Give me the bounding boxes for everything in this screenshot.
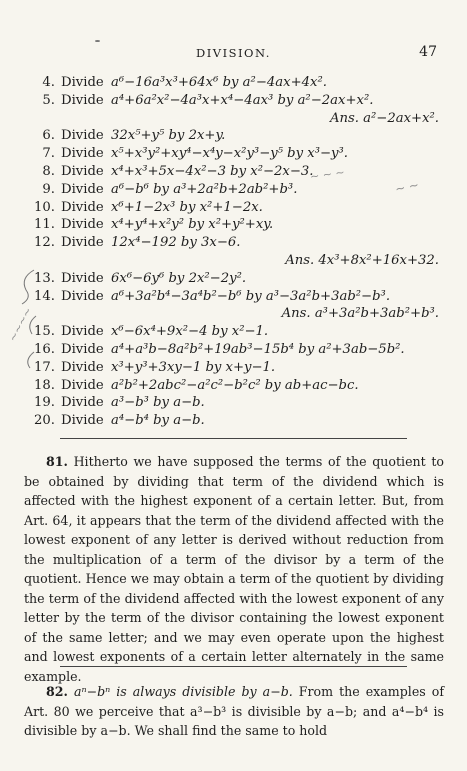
exercise-verb: Divide [61,270,104,286]
exercise-number: 8. [42,163,55,179]
exercise-number: 5. [42,92,55,108]
pencil-annotation: ~ ~ [393,177,421,197]
exercise-number: 14. [34,288,55,304]
answer-row [0,305,467,323]
exercise-verb: Divide [61,324,104,340]
exercise-row [0,234,467,252]
exercise-row [0,127,467,145]
exercise-expression: x⁴+y⁴+x²y² by x²+y²+xy. [111,217,274,233]
pencil-signature: ~~~~ [6,305,35,344]
exercise-verb: Divide [61,413,104,429]
exercise-number: 18. [34,377,55,393]
exercise-row [0,394,467,412]
exercise-row [0,270,467,288]
exercise-verb: Divide [61,288,104,304]
exercise-number: 6. [42,128,55,144]
exercise-row [0,377,467,395]
answer-value: 4x³+8x²+16x+32. [318,252,439,268]
page-number: 47 [419,44,437,60]
answer-label: Ans. [281,306,311,322]
exercise-expression: a⁴+6a²x²−4a³x+x⁴−4ax³ by a²−2ax+x². [111,92,374,108]
exercise-verb: Divide [61,92,104,108]
section-82 [24,682,444,741]
answer-row [0,252,467,270]
exercise-expression: a³−b³ by a−b. [111,395,205,411]
exercise-expression: 6x⁶−6y⁶ by 2x²−2y². [111,270,247,286]
section-text: Hitherto we have supposed the terms of the quotient to be obtained by dividing that term of the dividend which is affected with the highest exponent of a certain letter. But, from Art. 64, it appears that the term of the dividend affected with the lowest exponent of any letter is derived without reduction from the multiplication of a term of the divisor by a term of the quotient. Hence we may obtain a term of the quotient by dividing the term of the dividend affected with the lowest exponent of any letter by the term of the divisor containing the lowest exponent of the same letter; and we may even operate upon the highest and lowest exponents of a certain letter alternately in the same example. [24,454,444,684]
answer-text [282,305,439,323]
exercise-verb: Divide [61,128,104,144]
exercise-verb: Divide [61,377,104,393]
exercise-row [0,163,467,181]
exercise-expression: x⁵+x³y²+xy⁴−x⁴y−x²y³−y⁵ by x³−y³. [111,146,348,162]
exercise-row [0,145,467,163]
exercise-verb: Divide [61,235,104,251]
exercise-verb: Divide [61,181,104,197]
ink-mark [95,40,100,42]
exercise-verb: Divide [61,395,104,411]
exercise-verb: Divide [61,217,104,233]
answer-label: Ans. [285,252,315,268]
answer-text [330,110,439,128]
exercise-row [0,341,467,359]
exercise-expression: x⁶+1−2x³ by x²+1−2x. [111,199,263,215]
section-divider [60,666,407,667]
running-title: DIVISION. [196,46,271,60]
exercise-expression: 32x⁵+y⁵ by 2x+y. [111,128,226,144]
exercise-number: 9. [42,181,55,197]
page-header [0,46,467,66]
exercise-row [0,199,467,217]
exercise-expression: a⁶−16a³x³+64x⁶ by a²−4ax+4x². [111,75,327,90]
exercise-expression: a⁶−b⁶ by a³+2a²b+2ab²+b³. [111,181,298,197]
exercise-expression: x⁴+x³+5x−4x²−3 by x²−2x−3. [111,163,314,179]
section-number: 82. [46,684,68,699]
section-number: 81. [46,454,68,469]
exercise-expression: a²b²+2abc²−a²c²−b²c² by ab+ac−bc. [111,377,359,393]
exercise-verb: Divide [61,163,104,179]
exercise-expression: x⁶−6x⁴+9x²−4 by x²−1. [111,324,269,340]
exercise-verb: Divide [61,75,104,90]
exercise-row [0,288,467,306]
exercise-row [0,412,467,430]
exercise-verb: Divide [61,359,104,375]
answer-label: Ans. [329,110,359,126]
exercise-number: 19. [34,395,55,411]
exercise-number: 10. [34,199,55,215]
exercise-number: 13. [34,270,55,286]
exercise-row [0,216,467,234]
exercise-expression: a⁴−b⁴ by a−b. [111,413,205,429]
pencil-annotation: ~ ~ ~ [309,165,346,184]
exercise-number: 16. [34,341,55,357]
answer-value: a²−2ax+x². [363,110,439,126]
exercise-number: 12. [34,235,55,251]
exercise-number: 4. [42,75,55,90]
section-divider [60,438,407,439]
exercise-list [0,74,467,430]
section-81 [24,452,444,686]
section-heading: aⁿ−bⁿ is always divisible by a−b. [73,684,293,699]
exercise-expression: a⁶+3a²b⁴−3a⁴b²−b⁶ by a³−3a²b+3ab²−b³. [111,288,391,304]
section-text: From the examples of Art. 80 we perceive that a³−b³ is divisible by a−b; and a⁴−b⁴ is divisible by a−b. We shall find the same to hold [24,684,444,738]
exercise-verb: Divide [61,146,104,162]
answer-text [285,252,439,270]
exercise-row [0,359,467,377]
exercise-number: 7. [42,146,55,162]
exercise-expression: 12x⁴−192 by 3x−6. [111,235,241,251]
exercise-verb: Divide [61,341,104,357]
exercise-number: 15. [34,324,55,340]
answer-value: a³+3a²b+3ab²+b³. [314,306,439,322]
exercise-expression: a⁴+a³b−8a²b²+19ab³−15b⁴ by a²+3ab−5b². [111,341,405,357]
exercise-number: 20. [34,413,55,429]
exercise-row [0,74,467,92]
exercise-verb: Divide [61,199,104,215]
exercise-row [0,323,467,341]
exercise-number: 17. [34,359,55,375]
answer-row [0,110,467,128]
exercise-expression: x³+y³+3xy−1 by x+y−1. [111,359,276,375]
exercise-number: 11. [34,217,55,233]
pencil-bracket-icon [12,268,42,388]
exercise-row [0,92,467,110]
